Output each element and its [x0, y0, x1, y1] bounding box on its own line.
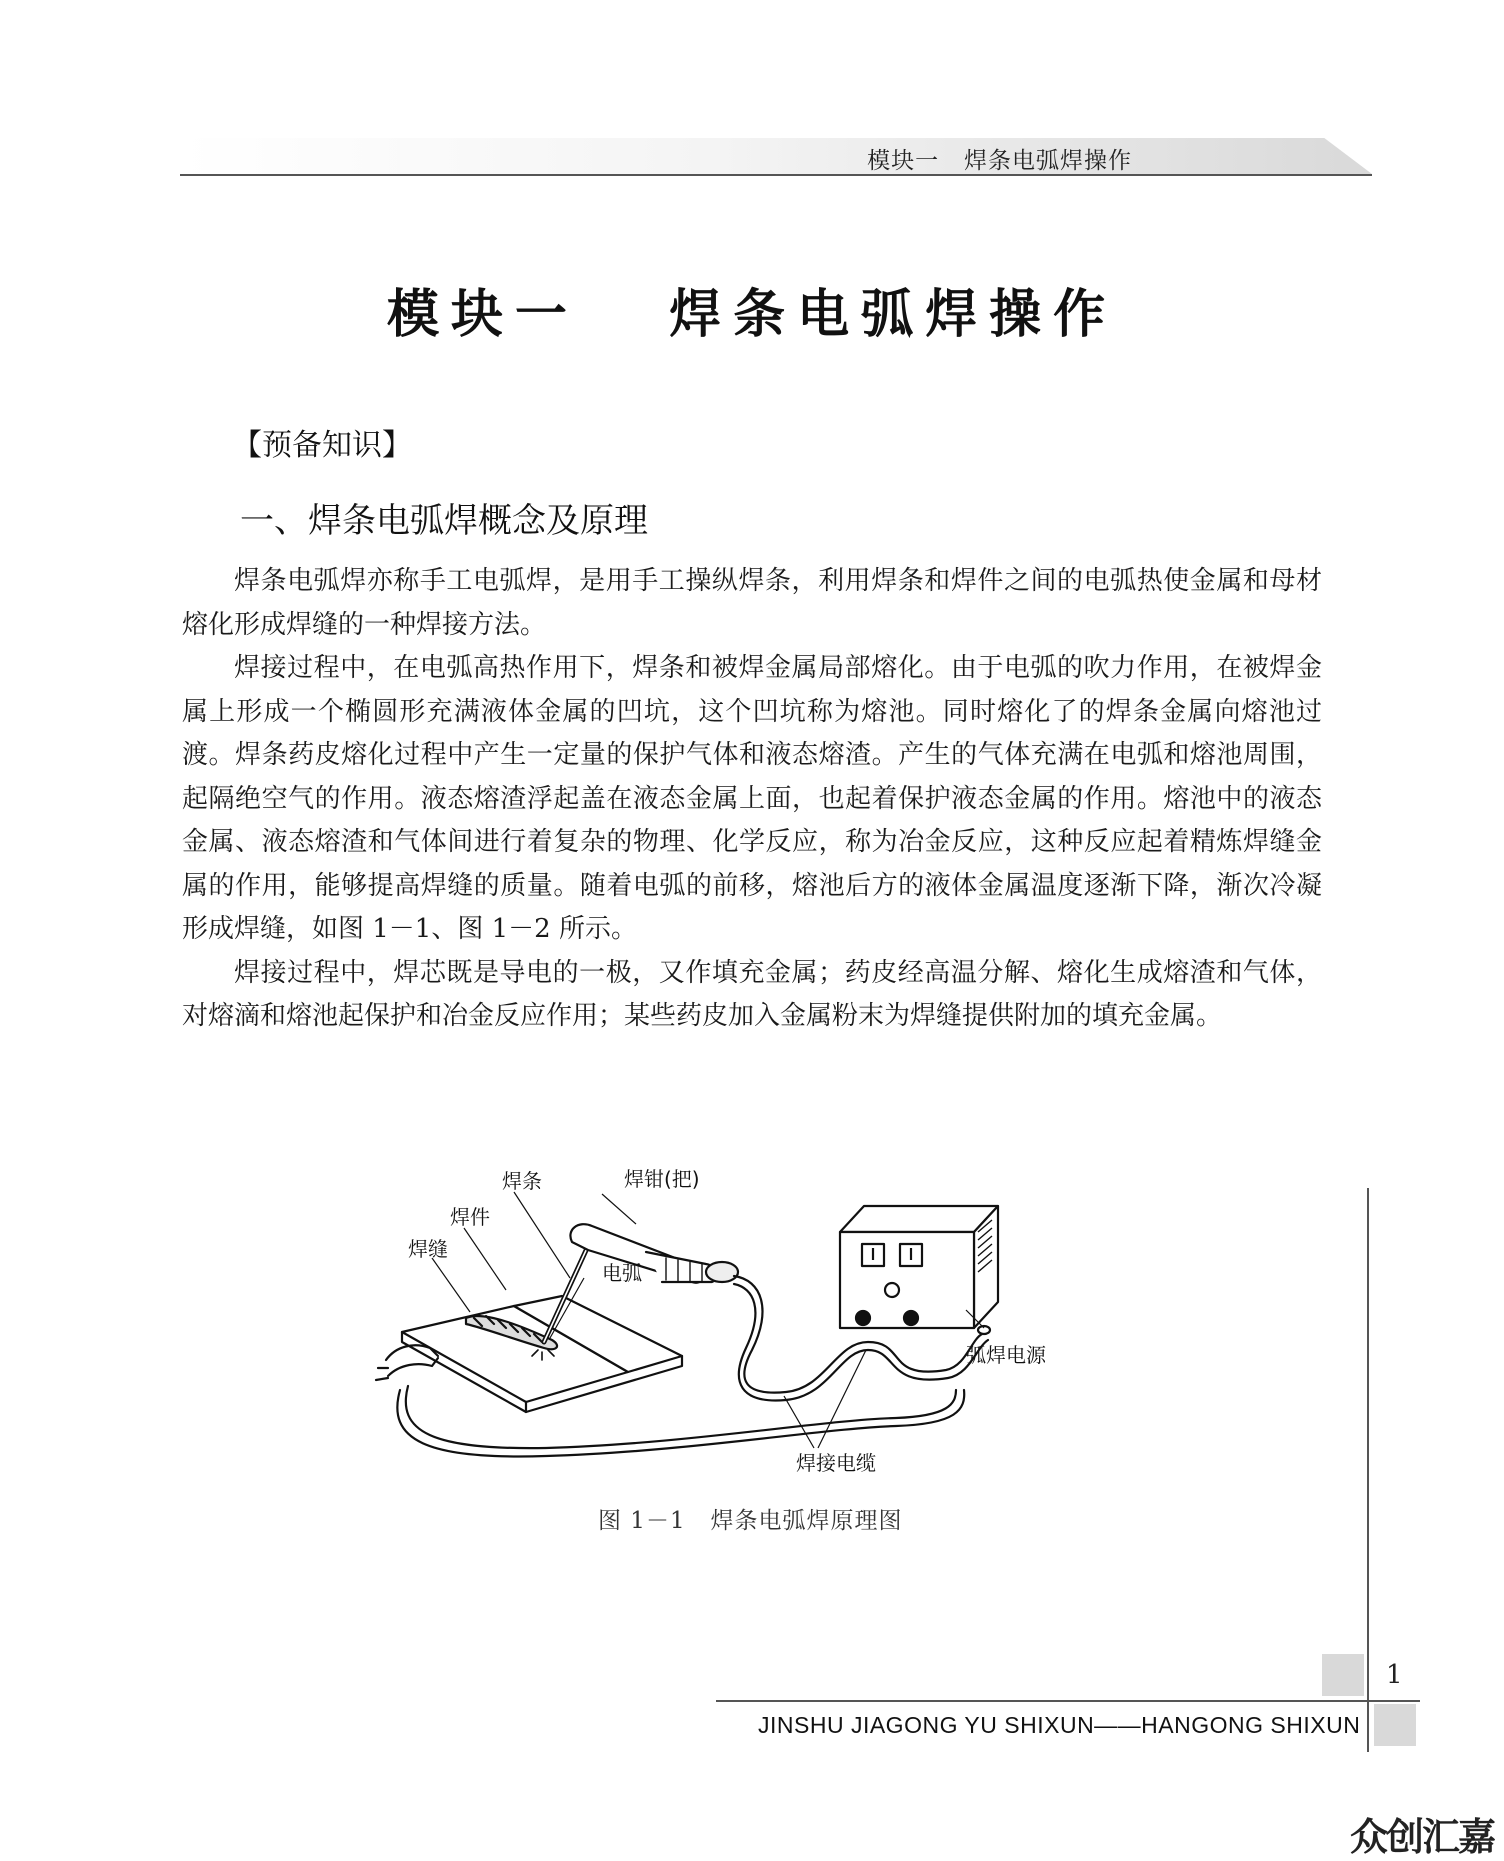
electrode-holder: [570, 1224, 738, 1283]
label-power-source: 弧焊电源: [966, 1343, 1046, 1367]
side-rule: [1367, 1188, 1369, 1752]
footer-rule: [716, 1700, 1420, 1702]
running-head-rule: [180, 174, 1372, 176]
label-electrode: 焊条: [502, 1169, 542, 1193]
paragraph-2: 焊接过程中，在电弧高热作用下，焊条和被焊金属局部熔化。由于电弧的吹力作用，在被焊金属上形成一个椭圆形充满液体金属的凹坑，这个凹坑称为熔池。同时熔化了的焊条金属向熔池过渡。焊条药皮熔化过程中产生一定量的保护气体和液态熔渣。产生的气体充满在电弧和熔池周围，起隔绝空气的作用。液态熔渣浮起盖在液态金属上面，也起着保护液态金属的作用。熔池中的液态金属、液态熔渣和气体间进行着复杂的物理、化学反应，称为冶金反应，这种反应起着精炼焊缝金属的作用，能够提高焊缝的质量。随着电弧的前移，熔池后方的液体金属温度逐渐下降，渐次冷凝形成焊缝，如图 1－1、图 1－2 所示。: [182, 653, 1322, 944]
watermark: 众创汇嘉: [1350, 1815, 1495, 1859]
page-number: 1: [1386, 1660, 1403, 1690]
label-weld-seam: 焊缝: [408, 1237, 448, 1261]
prep-knowledge-label: 【预备知识】: [232, 428, 412, 463]
paragraph-3: 焊接过程中，焊芯既是导电的一极，又作填充金属；药皮经高温分解、熔化生成熔渣和气体，对熔滴和熔池起保护和冶金反应作用；某些药皮加入金属粉末为焊缝提供附加的填充金属。: [182, 957, 1322, 1031]
label-holder: 焊钳(把): [624, 1167, 700, 1191]
running-head-text: 模块一 焊条电弧焊操作: [867, 148, 1132, 174]
footer-book-title: JINSHU JIAGONG YU SHIXUN——HANGONG SHIXUN: [758, 1712, 1361, 1738]
section-heading: 一、焊条电弧焊概念及原理: [240, 501, 648, 541]
body-text: [182, 560, 1322, 1039]
label-workpiece: 焊件: [450, 1205, 490, 1229]
running-head: [180, 138, 1372, 176]
arc-welding-power-source: [840, 1206, 998, 1334]
paragraph-1: 焊条电弧焊亦称手工电弧焊，是用手工操纵焊条，利用焊条和焊件之间的电弧热使金属和母材熔化形成焊缝的一种焊接方法。: [182, 566, 1322, 640]
footer-box: [1374, 1704, 1416, 1746]
welding-diagram: [366, 1160, 1046, 1480]
label-arc: 电弧: [602, 1261, 642, 1285]
page-number-box: [1322, 1654, 1364, 1696]
chapter-title: 模块一 焊条电弧焊操作: [386, 285, 1118, 345]
figure-caption: 图 1－1 焊条电弧焊原理图: [598, 1508, 903, 1534]
welding-principle-figure: [366, 1160, 1046, 1480]
ground-clamp: [386, 1345, 438, 1376]
label-cable: 焊接电缆: [796, 1451, 876, 1475]
running-head-bar: [180, 138, 1372, 174]
